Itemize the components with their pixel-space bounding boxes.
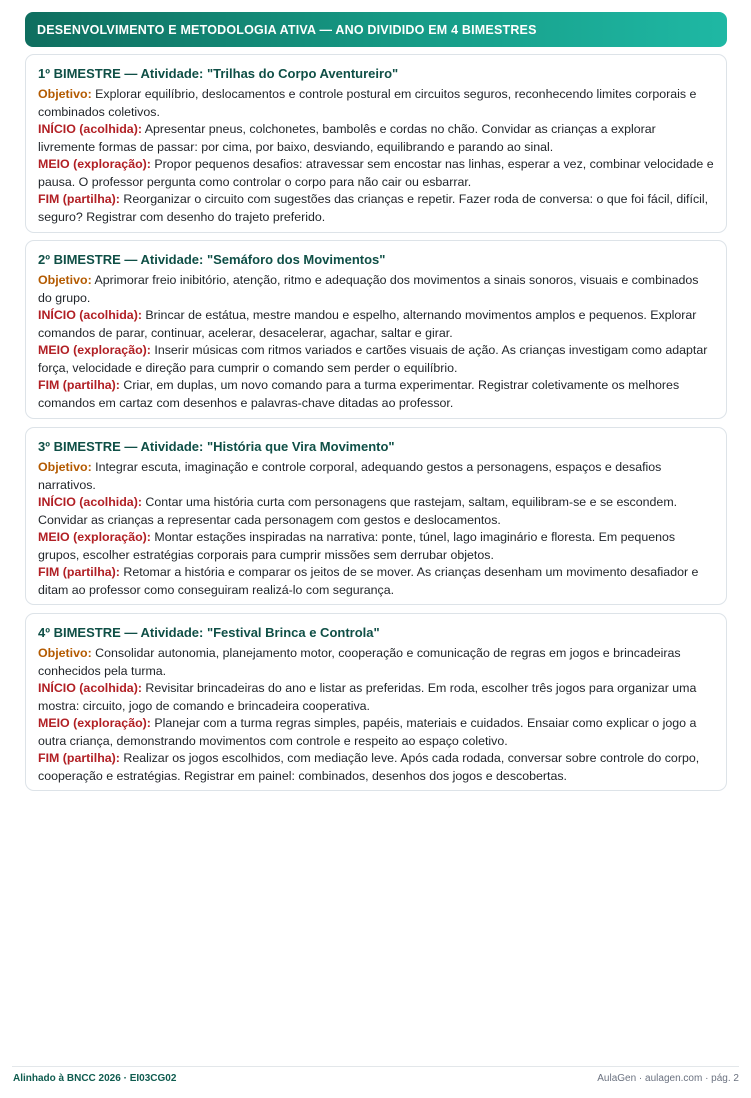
inicio-text: Revisitar brincadeiras do ano e listar as preferidas. Em roda, escolher três jogos para organizar uma mostra: circuito, jogo de comando e brincadeira cooperativa. xyxy=(38,681,697,713)
meio-row xyxy=(38,715,714,750)
card-title: 2º BIMESTRE — Atividade: "Semáforo dos Movimentos" xyxy=(38,252,386,267)
fim-text: Reorganizar o circuito com sugestões das crianças e repetir. Fazer roda de conversa: o que foi fácil, difícil, seguro? Registrar com desenho do trajeto preferido. xyxy=(38,192,709,224)
objetivo-text: Integrar escuta, imaginação e controle corporal, adequando gestos a personagens, espaços e desafios narrativos. xyxy=(38,460,662,492)
fim-label: FIM (partilha): xyxy=(38,192,120,206)
objetivo-row xyxy=(38,459,714,494)
objetivo-label: Objetivo: xyxy=(38,646,92,660)
fim-row xyxy=(38,564,714,599)
inicio-label: INÍCIO (acolhida): xyxy=(38,681,142,695)
meio-text: Montar estações inspiradas na narrativa: ponte, túnel, lago imaginário e floresta. Em pequenos grupos, escolher estratégias corporais para cumprir missões sem derrubar objetos. xyxy=(38,530,676,562)
objetivo-text: Consolidar autonomia, planejamento motor, cooperação e comunicação de regras em jogos e brincadeiras conhecidos pela turma. xyxy=(38,646,681,678)
fim-label: FIM (partilha): xyxy=(38,565,120,579)
fim-text: Criar, em duplas, um novo comando para a turma experimentar. Registrar coletivamente os melhores comandos em cartaz com desenhos e palavras-chave ditadas ao professor. xyxy=(38,378,680,410)
objetivo-text: Explorar equilíbrio, deslocamentos e controle postural em circuitos seguros, reconhecendo limites corporais e combinados coletivos. xyxy=(38,87,697,119)
banner-title: DESENVOLVIMENTO E METODOLOGIA ATIVA — ANO DIVIDIDO EM 4 BIMESTRES xyxy=(37,22,537,37)
bimestre-card-3 xyxy=(25,427,727,605)
bimestre-card-4 xyxy=(25,613,727,791)
inicio-label: INÍCIO (acolhida): xyxy=(38,122,142,136)
card-title: 3º BIMESTRE — Atividade: "História que Vira Movimento" xyxy=(38,439,395,454)
inicio-label: INÍCIO (acolhida): xyxy=(38,308,142,322)
meio-label: MEIO (exploração): xyxy=(38,157,151,171)
inicio-row xyxy=(38,494,714,529)
fim-label: FIM (partilha): xyxy=(38,378,120,392)
objetivo-row xyxy=(38,272,714,307)
objetivo-label: Objetivo: xyxy=(38,460,92,474)
inicio-text: Contar uma história curta com personagens que rastejam, saltam, equilibram-se e se escondem. Convidar as crianças a representar cada personagem com gestos e deslocamentos. xyxy=(38,495,678,527)
meio-label: MEIO (exploração): xyxy=(38,343,151,357)
objetivo-row xyxy=(38,645,714,680)
inicio-row xyxy=(38,121,714,156)
inicio-row xyxy=(38,307,714,342)
meio-label: MEIO (exploração): xyxy=(38,530,151,544)
objetivo-label: Objetivo: xyxy=(38,87,92,101)
meio-row xyxy=(38,529,714,564)
section-banner xyxy=(25,12,727,47)
inicio-text: Apresentar pneus, colchonetes, bambolês e cordas no chão. Convidar as crianças a explorar livremente formas de passar: por cima, por baixo, desviando, equilibrando e parando ao sinal. xyxy=(38,122,656,154)
meio-text: Propor pequenos desafios: atravessar sem encostar nas linhas, esperar a vez, combinar velocidade e pausa. O professor pergunta como controlar o corpo para não cair ou esbarrar. xyxy=(38,157,714,189)
meio-row xyxy=(38,342,714,377)
meio-label: MEIO (exploração): xyxy=(38,716,151,730)
inicio-row xyxy=(38,680,714,715)
meio-text: Planejar com a turma regras simples, papéis, materiais e cuidados. Ensaiar como explicar o jogo a outra criança, demonstrando movimentos com controle e respeito ao espaço coletivo. xyxy=(38,716,697,748)
meio-text: Inserir músicas com ritmos variados e cartões visuais de ação. As crianças investigam como adaptar força, velocidade e direção para cumprir o comando sem perder o equilíbrio. xyxy=(38,343,708,375)
fim-row xyxy=(38,377,714,412)
inicio-text: Brincar de estátua, mestre mandou e espelho, alternando movimentos amplos e pequenos. Explorar comandos de parar, continuar, acelerar, desacelerar, agachar, saltar e girar. xyxy=(38,308,697,340)
fim-row xyxy=(38,191,714,226)
fim-text: Realizar os jogos escolhidos, com mediação leve. Após cada rodada, conversar sobre controle do corpo, cooperação e estratégias. Registrar em painel: combinados, desenhos dos jogos e descobertas. xyxy=(38,751,700,783)
objetivo-label: Objetivo: xyxy=(38,273,92,287)
inicio-label: INÍCIO (acolhida): xyxy=(38,495,142,509)
meio-row xyxy=(38,156,714,191)
bimestre-card-1 xyxy=(25,54,727,233)
footer-page-info: AulaGen · aulagen.com · pág. 2 xyxy=(597,1073,739,1084)
footer-divider xyxy=(12,1066,739,1067)
objetivo-row xyxy=(38,86,714,121)
bimestre-card-2 xyxy=(25,240,727,419)
objetivo-text: Aprimorar freio inibitório, atenção, ritmo e adequação dos movimentos a sinais sonoros, visuais e combinados do grupo. xyxy=(38,273,699,305)
fim-label: FIM (partilha): xyxy=(38,751,120,765)
footer-bncc-alignment: Alinhado à BNCC 2026 · EI03CG02 xyxy=(13,1073,177,1084)
card-title: 1º BIMESTRE — Atividade: "Trilhas do Corpo Aventureiro" xyxy=(38,66,399,81)
fim-row xyxy=(38,750,714,785)
card-title: 4º BIMESTRE — Atividade: "Festival Brinca e Controla" xyxy=(38,625,380,640)
fim-text: Retomar a história e comparar os jeitos de se mover. As crianças desenham um movimento desafiador e ditam ao professor como conseguiram realizá-lo com segurança. xyxy=(38,565,699,597)
